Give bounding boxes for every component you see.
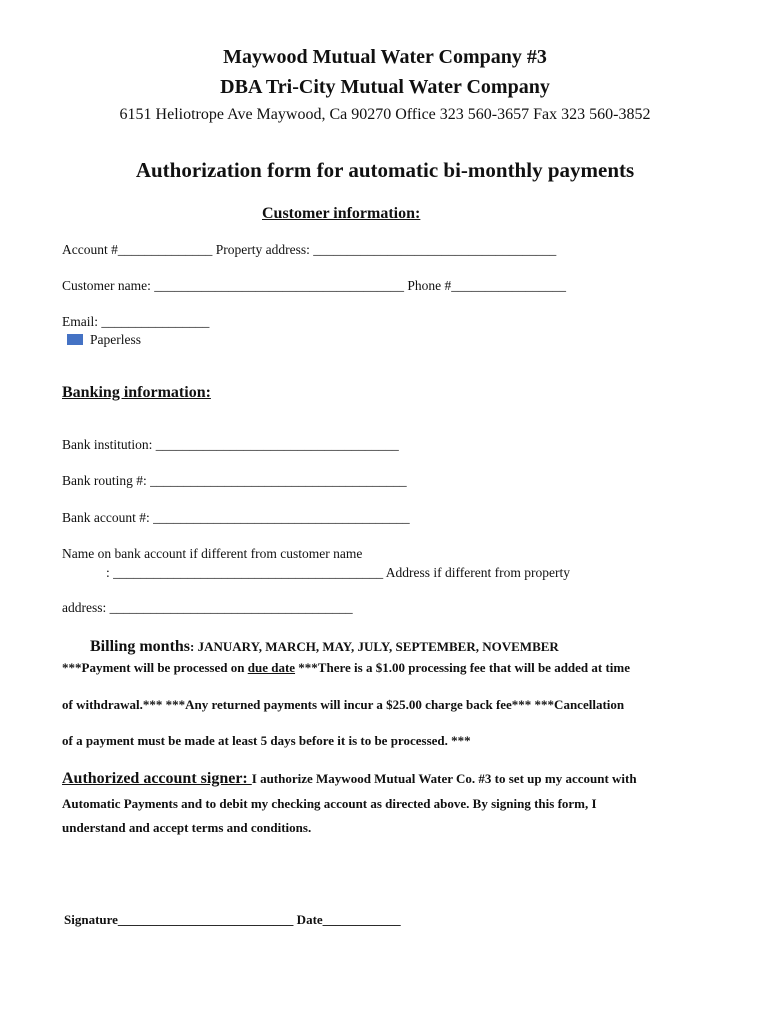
company-address: 6151 Heliotrope Ave Maywood, Ca 90270 Office 323 560-3657 Fax 323 560-3852 xyxy=(119,106,651,123)
email-field[interactable]: Email: ________________ xyxy=(62,314,210,329)
payment-notice-2: of withdrawal.*** ***Any returned payments will incur a $25.00 charge back fee*** ***Cancellation xyxy=(62,697,625,712)
account-field[interactable]: Account #______________ Property address: ____________________________________ xyxy=(62,242,557,257)
company-name: Maywood Mutual Water Company #3 xyxy=(223,46,547,68)
banking-heading: Banking information: xyxy=(62,384,211,401)
bank-institution-field[interactable]: Bank institution: ____________________________________ xyxy=(62,437,399,452)
billing-months xyxy=(90,638,559,656)
due-date-text: due date xyxy=(247,660,296,675)
customer-heading: Customer information: xyxy=(262,205,421,222)
authorized-signer xyxy=(62,770,637,788)
bank-account-field[interactable]: Bank account #: ______________________________________ xyxy=(62,510,410,525)
form-title: Authorization form for automatic bi-monthly payments xyxy=(135,158,635,182)
signer-text-2: Automatic Payments and to debit my checking account as directed above. By signing this form, I xyxy=(62,796,597,811)
paperless-checkbox[interactable] xyxy=(67,334,83,345)
payment-notice-1 xyxy=(62,660,630,676)
signer-text: I authorize Maywood Mutual Water Co. #3 to set up my account with xyxy=(251,771,637,786)
bank-routing-field[interactable]: Bank routing #: ______________________________________ xyxy=(62,473,407,488)
billing-months-label: Billing months xyxy=(90,638,191,655)
company-dba: DBA Tri-City Mutual Water Company xyxy=(220,76,550,98)
bank-name-label: Name on bank account if different from customer name xyxy=(62,546,363,561)
bank-name-field[interactable]: : ________________________________________ Address if different from property xyxy=(106,565,570,580)
signer-text-3: understand and accept terms and conditions. xyxy=(62,820,312,835)
billing-months-list: : JANUARY, MARCH, MAY, JULY, SEPTEMBER, NOVEMBER xyxy=(190,639,559,654)
paperless-label: Paperless xyxy=(90,332,141,347)
notice-text: ***Payment will be processed on xyxy=(62,660,248,675)
customer-name-field[interactable]: Customer name: _____________________________________ Phone #_________________ xyxy=(62,278,566,293)
signer-heading: Authorized account signer: xyxy=(62,770,252,787)
notice-text: ***There is a $1.00 processing fee that will be added at time xyxy=(295,660,631,675)
bank-address-field[interactable]: address: ____________________________________ xyxy=(62,600,353,615)
payment-notice-3: of a payment must be made at least 5 days before it is to be processed. *** xyxy=(62,733,471,748)
signature-date-field[interactable]: Signature___________________________ Date____________ xyxy=(64,912,401,927)
